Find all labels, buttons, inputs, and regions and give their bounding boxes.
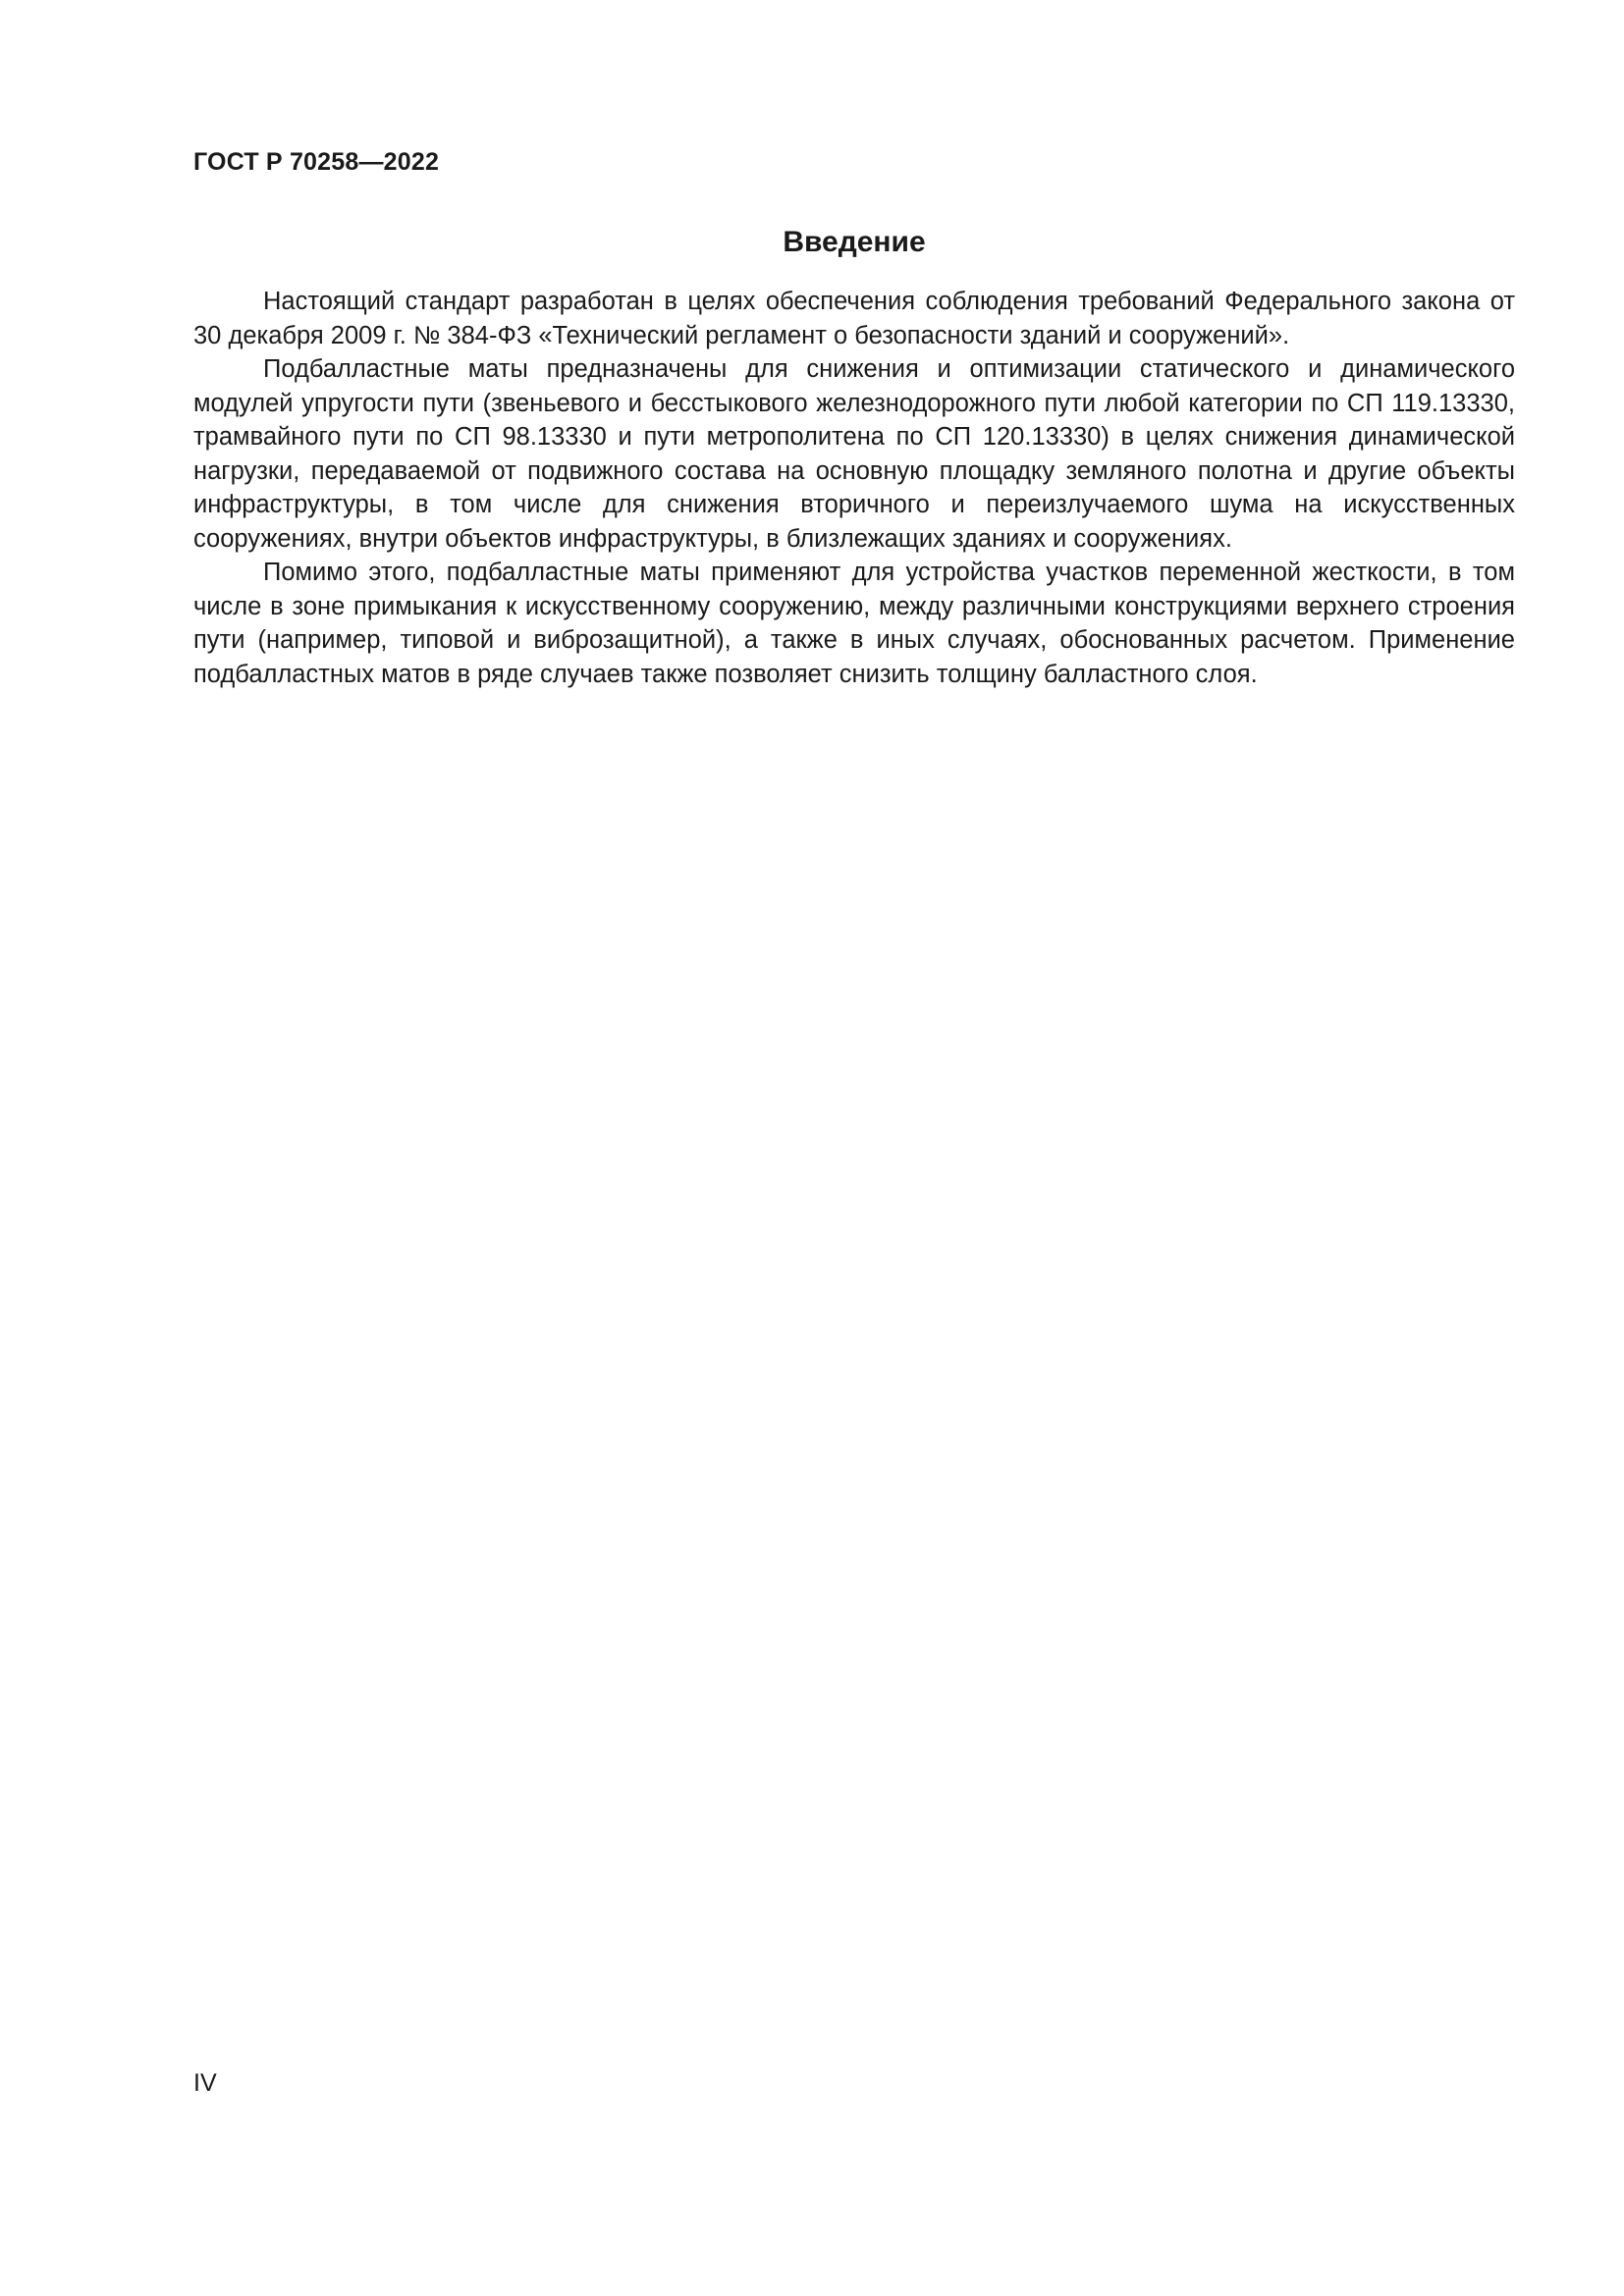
paragraph: Подбалластные маты предназначены для снижения и оптимизации статического и динамического модулей упругости пути (звеньевого и бесстыкового железнодорожного пути любой категории по СП 119.13330, трамвайного пути по СП 98.13330 и пути метрополитена по СП 120.13330) в целях снижения динамической нагрузки, передаваемой от подвижного состава на основную площадку земляного полотна и другие объекты инфраструктуры, в том числе для снижения вторичного и переизлучаемого шума на искусственных сооружениях, внутри объектов инфраструктуры, в близлежащих зданиях и сооружениях. [193,355,1515,553]
document-code: ГОСТ Р 70258—2022 [193,148,440,176]
paragraph: Настоящий стандарт разработан в целях обеспечения соблюдения требований Федерального закона от 30 декабря 2009 г. № 384-ФЗ «Технический регламент о безопасности зданий и сооружений». [193,288,1515,349]
page-number: IV [193,2069,217,2097]
paragraph: Помимо этого, подбалластные маты применяют для устройства участков переменной жесткости, в том числе в зоне примыкания к искусственному сооружению, между различными конструкциями верхнего строения пути (например, типовой и виброзащитной), а также в иных случаях, обоснованных расчетом. Применение подбалластных матов в ряде случаев также позволяет снизить толщину балластного слоя. [193,559,1515,688]
section-title: Введение [783,226,926,258]
introduction-body [193,285,1515,691]
